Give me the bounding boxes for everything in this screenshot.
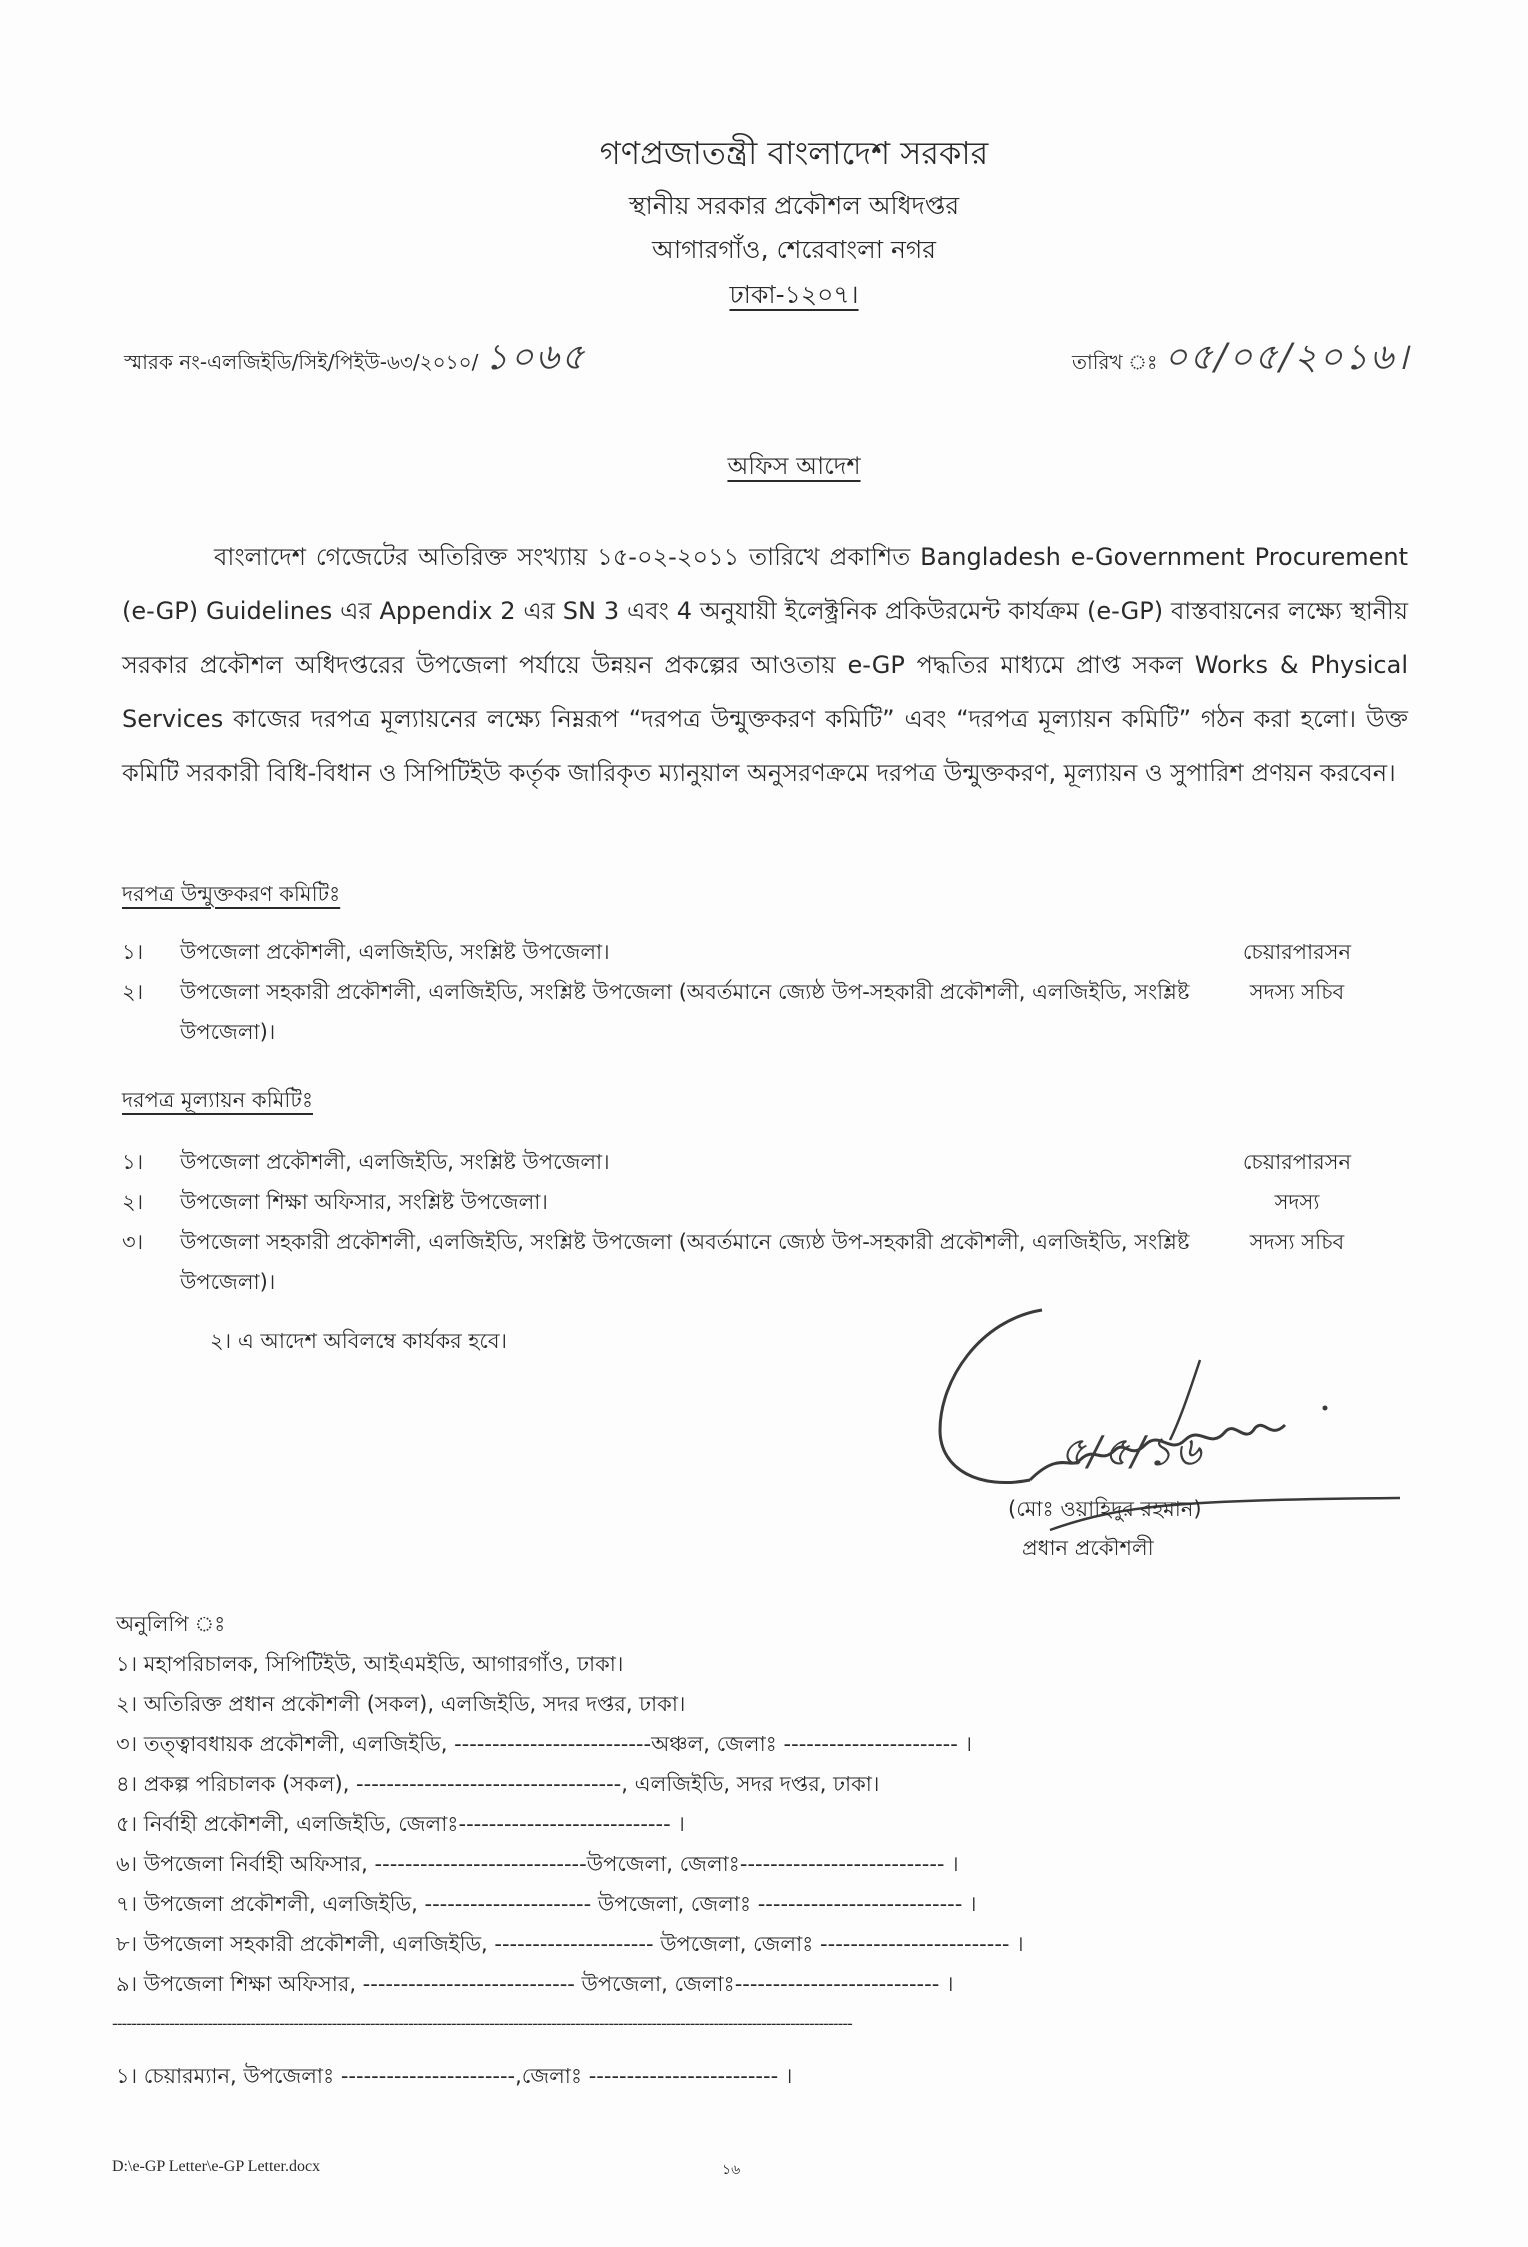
copy-item: ৮। উপজেলা সহকারী প্রকৌশলী, এলজিইডি, --------------------- উপজেলা, জেলাঃ ------------------------- ।: [116, 1932, 1024, 1956]
header-city-text: ঢাকা-১২০৭।: [729, 280, 859, 309]
body-paragraph: বাংলাদেশ গেজেটের অতিরিক্ত সংখ্যায় ১৫-০২-২০১১ তারিখে প্রকাশিত Bangladesh e-Government Procurement (e-GP) Guidelines এর Appendix 2 এর SN 3 এবং 4 অনুযায়ী ইলেক্ট্রনিক প্রকিউরমেন্ট কার্যক্রম (e-GP) বাস্তবায়নের লক্ষ্যে স্থানীয় সরকার প্রকৌশল অধিদপ্তরের উপজেলা পর্যায়ে উন্নয়ন প্রকল্পের আওতায় e-GP পদ্ধতির মাধ্যমে প্রাপ্ত সকল Works & Physical Services কাজের দরপত্র মূল্যায়নের লক্ষ্যে নিম্নরূপ “দরপত্র উন্মুক্তকরণ কমিটি” এবং “দরপত্র মূল্যায়ন কমিটি” গঠন করা হলো। উক্ত কমিটি সরকারী বিধি-বিধান ও সিপিটিইউ কর্তৃক জারিকৃত ম্যানুয়াল অনুসরণক্রমে দরপত্র উন্মুক্তকরণ, মূল্যায়ন ও সুপারিশ প্রণয়ন করবেন।: [122, 543, 1408, 787]
copy-item: ৪। প্রকল্প পরিচালক (সকল), -----------------------------------, এলজিইডি, সদর দপ্তর, ঢাকা।: [116, 1772, 880, 1796]
opening-committee-heading-text: দরপত্র উন্মুক্তকরণ কমিটিঃ: [122, 882, 341, 906]
copy-item: ৫। নির্বাহী প্রকৌশলী, এলজিইডি, জেলাঃ---------------------------- ।: [116, 1812, 685, 1836]
header-city: [30, 275, 1528, 318]
signature-date-handwritten: ৫/৫/১৬: [1060, 1429, 1203, 1475]
evaluation-committee-heading-text: দরপত্র মূল্যায়ন কমিটিঃ: [122, 1088, 314, 1112]
member-role: সদস্য সচিব: [1249, 980, 1345, 1004]
copy-item: ৯। উপজেলা শিক্ষা অফিসার, ---------------------------- উপজেলা, জেলাঃ--------------------------- ।: [116, 1972, 954, 1996]
member-number: ১।: [122, 940, 144, 964]
header-address: আগারগাঁও, শেরেবাংলা নগর: [651, 235, 937, 264]
footer-file-path: D:\e-GP Letter\e-GP Letter.docx: [112, 2158, 321, 2175]
effect-line: ২। এ আদেশ অবিলম্বে কার্যকর হবে।: [210, 1329, 508, 1353]
member-role: চেয়ারপারসন: [1242, 1150, 1352, 1174]
copy-item-extra: ১। চেয়ারম্যান, উপজেলাঃ -----------------------,জেলাঃ ------------------------- ।: [116, 2064, 793, 2088]
signature-stroke: [940, 1310, 1042, 1483]
copy-item: ২। অতিরিক্ত প্রধান প্রকৌশলী (সকল), এলজিইডি, সদর দপ্তর, ঢাকা।: [116, 1692, 686, 1716]
date-label: তারিখ ঃ: [1072, 350, 1158, 374]
member-text: উপজেলা সহকারী প্রকৌশলী, এলজিইডি, সংশ্লিষ্ট উপজেলা (অবর্তমানে জ্যেষ্ঠ উপ-সহকারী প্রকৌশলী, এলজিইডি, সংশ্লিষ্ট উপজেলা)।: [180, 980, 1190, 1044]
opening-committee-heading: [122, 878, 340, 913]
evaluation-committee-heading: [122, 1084, 313, 1119]
header-government: গণপ্রজাতন্ত্রী বাংলাদেশ সরকার: [599, 134, 989, 172]
member-role: চেয়ারপারসন: [1242, 940, 1352, 964]
copies-separator: -----------------------------------------------------------------------------------------------------------------------------------------------------------: [112, 2014, 852, 2033]
memo-reference: [124, 330, 586, 390]
memo-label: স্মারক নং-এলজিইডি/সিই/পিইউ-৬৩/২০১০/: [124, 350, 479, 374]
copy-item: ৭। উপজেলা প্রকৌশলী, এলজিইডি, ---------------------- উপজেলা, জেলাঃ --------------------------- ।: [116, 1892, 977, 1916]
member-text: উপজেলা প্রকৌশলী, এলজিইডি, সংশ্লিষ্ট উপজেলা।: [180, 1150, 610, 1174]
member-text: উপজেলা শিক্ষা অফিসার, সংশ্লিষ্ট উপজেলা।: [180, 1190, 548, 1214]
copy-item: ১। মহাপরিচালক, সিপিটিইউ, আইএমইডি, আগারগাঁও, ঢাকা।: [116, 1652, 624, 1676]
member-role: সদস্য সচিব: [1249, 1230, 1345, 1254]
member-number: ১।: [122, 1150, 144, 1174]
memo-date: [1072, 330, 1410, 390]
signatory-name: (মোঃ ওয়াহিদুর রহমান): [1008, 1497, 1202, 1521]
copies-heading: অনুলিপি ঃ: [116, 1612, 226, 1636]
copy-item: ৬। উপজেলা নির্বাহী অফিসার, ----------------------------উপজেলা, জেলাঃ--------------------------- ।: [116, 1852, 959, 1876]
footer-page-number: ১৬: [722, 2162, 741, 2178]
document-title: [30, 448, 1528, 488]
member-text: উপজেলা সহকারী প্রকৌশলী, এলজিইডি, সংশ্লিষ্ট উপজেলা (অবর্তমানে জ্যেষ্ঠ উপ-সহকারী প্রকৌশলী, এলজিইডি, সংশ্লিষ্ট উপজেলা)।: [180, 1230, 1190, 1294]
memo-number-handwritten: ১০৬৫: [484, 337, 587, 378]
member-text: উপজেলা প্রকৌশলী, এলজিইডি, সংশ্লিষ্ট উপজেলা।: [180, 940, 610, 964]
member-number: ২।: [122, 980, 144, 1004]
member-role: সদস্য: [1274, 1190, 1320, 1214]
signature-dot: [1323, 1406, 1328, 1411]
date-handwritten: ০৫/০৫/২০১৬।: [1163, 337, 1411, 378]
header-department: স্থানীয় সরকার প্রকৌশল অধিদপ্তর: [628, 191, 960, 220]
signatory-designation: প্রধান প্রকৌশলী: [1022, 1536, 1154, 1560]
document-title-text: অফিস আদেশ: [727, 452, 861, 480]
member-number: ২।: [122, 1190, 144, 1214]
member-number: ৩।: [122, 1230, 144, 1254]
copy-item: ৩। তত্ত্বাবধায়ক প্রকৌশলী, এলজিইডি, --------------------------অঞ্চল, জেলাঃ ----------------------- ।: [116, 1732, 973, 1756]
